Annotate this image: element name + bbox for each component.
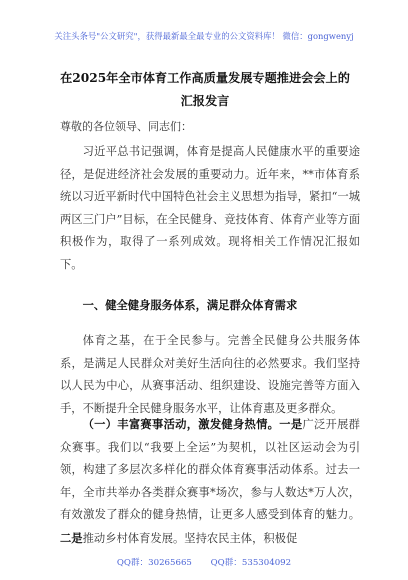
watermark-top: 关注头条号"公文研究"，获得最新最全最专业的公文资料库！ 微信：gongwenyj	[54, 31, 354, 41]
document-title: 在2025年全市体育工作高质量发展专题推进会会上的汇报发言	[60, 71, 350, 108]
subsection-heading: （一）丰富赛事活动，激发健身热情。	[82, 417, 280, 431]
section-heading-1: 一、健全健身服务体系，满足群众体育需求	[82, 298, 298, 312]
subsection-text-1: 广泛开展群众赛事。我们以“我要上全运”为契机，以社区运动会为引领，构建了多层次多样化的群众体育赛事活动体系。过去一年，全市共举办各类群众赛事*场次，参与人数达*万人次，有效激发了群众的健身热情，让更多人感受到体育的魅力。	[60, 418, 360, 521]
lead-marker-2: 二是	[60, 530, 83, 545]
qq-group-2: QQ群：535304092	[210, 558, 292, 568]
subsection-text-2: 推动乡村体育发展。坚持农民主体，积极促	[82, 531, 298, 545]
watermark-bottom	[0, 556, 408, 568]
paragraph-subsection-1	[60, 413, 360, 550]
paragraph-section-1: 体育之基，在于全民参与。完善全民健身公共服务体系，是满足人民群众对美好生活向往的必然要求。我们坚持以人民为中心，从赛事活动、组织建设、设施完善等方面入手，不断提升全民健身服务水平，让体育惠及更多群众。	[60, 334, 360, 415]
paragraph-intro: 习近平总书记强调，体育是提高人民健康水平的重要途径，是促进经济社会发展的重要动力。近年来，**市体育系统以习近平新时代中国特色社会主义思想为指导，紧扣“一城两区三门户”目标，在全民健身、竞技体育、体育产业等方面积极作为，取得了一系列成效。现将相关工作情况汇报如下。	[60, 145, 360, 271]
greeting: 尊敬的各位领导、同志们：	[60, 120, 192, 133]
lead-marker-1: 一是	[279, 417, 303, 431]
qq-group-1: QQ群：30265665	[116, 558, 192, 568]
